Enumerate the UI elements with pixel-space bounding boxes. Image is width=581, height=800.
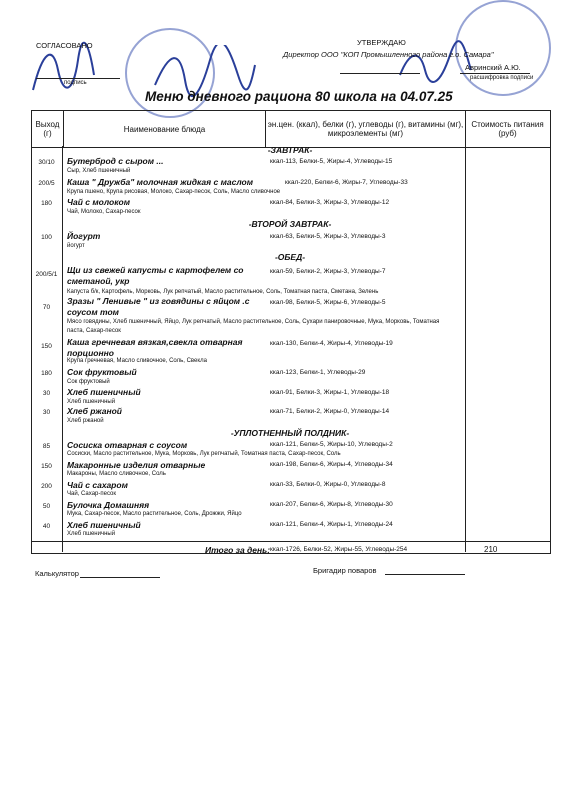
row-ingredients: Мука, Сахар-песок, Масло растительное, Соль, Дрожжи, Яйцо [67,511,242,517]
row-yield: 85 [42,443,51,450]
section-title-second-breakfast: -ВТОРОЙ ЗАВТРАК- [248,219,332,229]
row-dish: Каша гречневая вязкая,свекла отварная порционно [67,337,243,358]
row-ingredients: Макароны, Масло сливочное, Соль [67,471,166,477]
agreed-signature-caption: подпись [64,80,87,86]
row-dish: Сок фруктовый [67,367,137,377]
brigadier-label: Бригадир поваров [313,566,377,575]
director-signature-line [340,73,420,74]
row-nutr: ккал-198, Белки-6, Жиры-4, Углеводы-34 [270,461,393,468]
row-yield: 180 [41,370,52,377]
agreed-label: СОГЛАСОВАНО [36,41,93,50]
col-yield: Выход (г) [32,111,64,147]
row-ingredients: йогурт [67,243,85,249]
row-yield: 150 [41,463,52,470]
row-ingredients: Крупа пшено, Крупа рисовая, Молоко, Сахар-песок, Соль, Масло сливочное [67,189,281,195]
total-separator [31,541,550,542]
row-ingredients: Чай, Молоко, Сахар-песок [67,209,141,215]
table-header [32,111,550,148]
calculator-label: Калькулятор [35,569,79,578]
row-yield: 40 [42,523,51,530]
row-dish: Хлеб ржаной [67,406,122,416]
row-yield: 200 [41,483,52,490]
row-nutr: ккал-71, Белки-2, Жиры-0, Углеводы-14 [270,408,390,415]
row-dish: Каша " Дружба" молочная жидкая с маслом [67,177,253,187]
director-name: Авринский А.Ю. [465,63,521,72]
section-title-breakfast: -ЗАВТРАК- [267,145,313,155]
row-ingredients: Хлеб пшеничный [67,531,116,537]
row-ingredients: Мясо говядины, Хлеб пшеничный, Яйцо, Лук репчатый, Масло растительное, Соль, Сухари панировочные, Мука, Морковь, Томатная паста, Сахар-песок [67,319,440,334]
row-dish: Чай с сахаром [67,480,128,490]
section-title-lunch: -ОБЕД- [274,252,306,262]
row-nutr: ккал-63, Белки-5, Жиры-3, Углеводы-3 [270,233,386,240]
row-nutr: ккал-220, Белки-6, Жиры-7, Углеводы-33 [285,179,408,186]
row-dish: Хлеб пшеничный [67,520,141,530]
row-dish: Бутерброд с сыром ... [67,156,164,166]
row-dish: Чай с молоком [67,197,131,207]
row-nutr: ккал-91, Белки-3, Жиры-1, Углеводы-18 [270,389,390,396]
col-cost: Стоимость питания (руб) [471,120,544,138]
row-ingredients: Хлеб ржаной [67,418,104,424]
director-caption: расшифровка подписи [470,75,534,81]
row-nutr: ккал-59, Белки-2, Жиры-3, Углеводы-7 [270,268,386,275]
row-ingredients: Капуста б/к, Картофель, Морковь, Лук репчатый, Масло растительное, Соль, Томатная паста, Сметана, Зелень [67,289,379,295]
calculator-signature-line [80,577,160,578]
row-ingredients: Хлеб пшеничный [67,399,116,405]
signature-right [395,40,475,90]
row-dish: Йогурт [67,231,101,241]
row-dish: Хлеб пшеничный [67,387,141,397]
col-nutr: эн.цен. (ккал), белки (г), углеводы (г), витамины (мг), микроэлементы (мг) [266,111,466,147]
row-dish: Щи из свежей капусты с картофелем со сметаной, укр [67,265,244,286]
row-yield: 50 [42,503,51,510]
row-nutr: ккал-84, Белки-3, Жиры-3, Углеводы-12 [270,199,390,206]
row-nutr: ккал-207, Белки-6, Жиры-8, Углеводы-30 [270,501,393,508]
col-rule-2 [465,146,466,552]
row-yield: 200/5 [38,180,55,187]
row-dish: Макаронные изделия отварные [67,460,206,470]
director-text: Директор ООО "КОП Промышленного района г.о. Самара" [283,50,494,59]
row-dish: Зразы " Ленивые " из говядины с яйцом .с соусом том [67,296,250,317]
row-nutr: ккал-123, Белки-1, Углеводы-29 [270,369,366,376]
row-ingredients: Крупа гречневая, Масло сливочное, Соль, Свекла [67,358,207,364]
row-yield: 70 [42,304,51,311]
row-yield: 180 [41,200,52,207]
brigadier-signature-line [385,574,465,575]
approved-label: УТВЕРЖДАЮ [357,38,406,47]
row-nutr: ккал-113, Белки-5, Жиры-4, Углеводы-15 [270,158,393,165]
col-rule-1 [62,146,63,552]
page-title: Меню дневного рациона 80 школа на 04.07.25 [145,89,453,104]
row-yield: 30/10 [38,159,55,166]
row-yield: 30 [42,409,51,416]
row-yield: 100 [41,234,52,241]
director-name-line [460,73,530,74]
total-nutr: ккал-1726, Белки-52, Жиры-55, Углеводы-254 [270,546,408,553]
row-nutr: ккал-121, Белки-4, Жиры-1, Углеводы-24 [270,521,393,528]
row-nutr: ккал-98, Белки-5, Жиры-6, Углеводы-5 [270,299,386,306]
section-title-snack: -УПЛОТНЕННЫЙ ПОЛДНИК- [230,428,350,438]
row-ingredients: Чай, Сахар-песок [67,491,116,497]
row-nutr: ккал-121, Белки-5, Жиры-10, Углеводы-2 [270,441,393,448]
row-nutr: ккал-33, Белки-0, Жиры-0, Углеводы-8 [270,481,386,488]
total-cost: 210 [484,545,498,554]
row-dish: Булочка Домашняя [67,500,150,510]
row-ingredients: Сок фруктовый [67,379,110,385]
row-yield: 200/5/1 [35,271,58,278]
row-nutr: ккал-130, Белки-4, Жиры-4, Углеводы-19 [270,340,393,347]
agreed-signature-line [36,78,120,79]
row-ingredients: Сыр, Хлеб пшеничный [67,168,131,174]
row-dish: Сосиска отварная с соусом [67,440,188,450]
col-dish: Наименование блюда [64,111,266,147]
row-yield: 150 [41,343,52,350]
total-label: Итого за день: [205,545,271,555]
row-yield: 30 [42,390,51,397]
row-ingredients: Сосиски, Масло растительное, Мука, Морковь, Лук репчатый, Томатная паста, Сахар-песок, Соль [67,451,341,457]
